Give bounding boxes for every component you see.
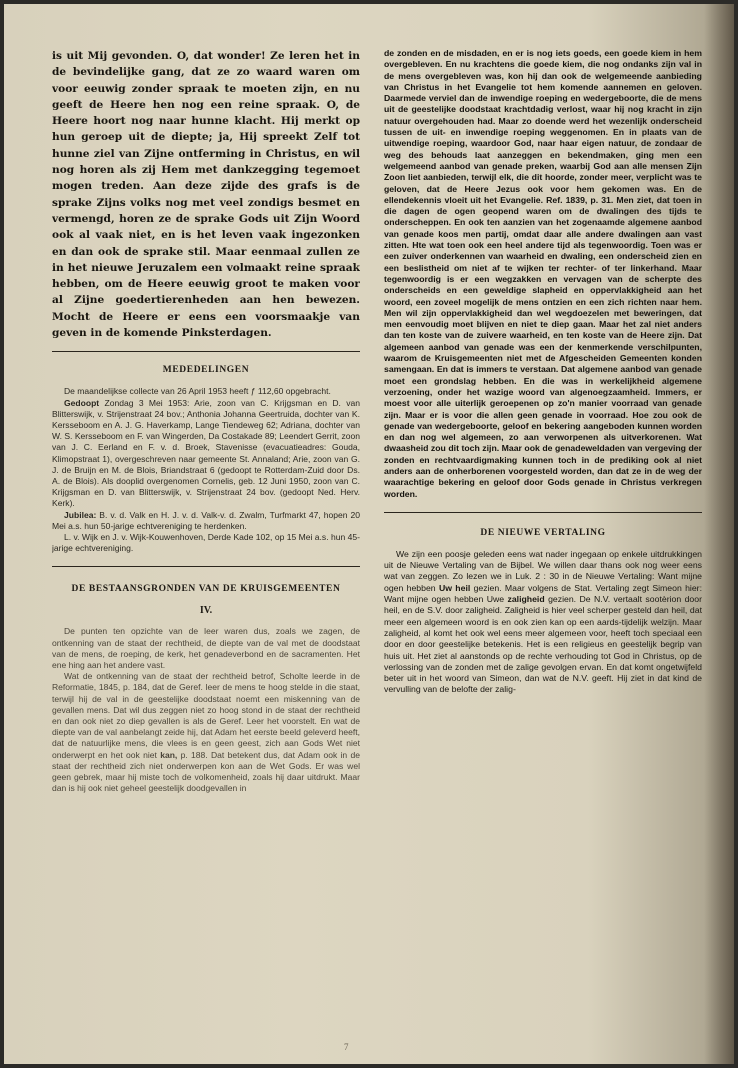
bestaansgronden-text-a: Wat de ontkenning van de staat der rechtheid betrof, Scholte leerde in de Reformatie, 1845, p. 184, dat de Geref. leer de mens te hoog stelde in die staat, terwijl hij de val in de geestelijke doodstaat noemt een miskenning van de gevallen mens. Dat wil dus zeggen niet zo hoog stond in de staat der rechtheid en dan ook niet zo diep gevallen is als de Geref. Leer het voorstelt. En wat de diepte van de val aanbelangt zeide hij, dat Adam het eerste beeld geleverd heeft, dat de natuurlijke mens, die vlees is en geen geest, zich aan Gods Wet niet onderwerpt en het ook niet [52, 671, 360, 760]
gedoopt-paragraph [52, 398, 360, 510]
bestaansgronden-heading: DE BESTAANSGRONDEN VAN DE KRUISGEMEENTEN [71, 584, 341, 595]
gedoopt-text: Zondag 3 Mei 1953: Arie, zoon van C. Krijgsman en D. van Blitterswijk, v. Strijenstraat 24 bov.; Anthonia Johanna Geertruida, dochter van K. Kersseboom en A. J. G. Haverkamp, Lange Tiendeweg 62; Adriana, dochter van W. S. Kersseboom en F. van Wingerden, Da Costakade 89; Leendert Gerrit, zoon van J. C. Eerland en F. v. d. Broek, Stavenisse (evacuatieadres: Gouda, Klimopstraat 1), overgeschreven naar gemeente St. Annaland; Arie, zoon van G. J. de Bruijn en M. de Blois, Briandstraat 6 (gedoopt te Rotterdam-Zuid door Ds. A. de Blois). Als dooplid overgenomen Cornelis, geb. 12 Juni 1950, zoon van C. Krijgsman en D. van Blitterswijk, v. Strijenstraat 24 bov. (gedoopt Ned. Herv. Kerk). [52, 397, 360, 509]
vertaling-section [384, 549, 702, 696]
vertaling-zaligheid: zaligheid [507, 594, 545, 605]
divider [384, 512, 702, 513]
gedoopt-label: Gedoopt [64, 397, 100, 408]
divider [52, 566, 360, 567]
collecte-text: De maandelijkse collecte van 26 April 1953 heeft ƒ 112,60 opgebracht. [64, 386, 331, 397]
bestaansgronden-paragraph-1: De punten ten opzichte van de leer waren dus, zoals we zagen, de ontkenning van de staat der rechtheid, de diepte van de val met de doodstaat van de mens, de roeping, de kerk, het genadeverbond en de sacramenten. Het ene hing aan het andere vast. [52, 626, 360, 670]
wijk-text: L. v. Wijk en J. v. Wijk-Kouwenhoven, Derde Kade 102, op 15 Mei a.s. hun 45-jarige echtvereniging. [52, 531, 360, 554]
bestaansgronden-paragraph-2 [52, 671, 360, 794]
page-number: 7 [344, 1042, 349, 1052]
mededelingen-heading: MEDEDELINGEN [162, 365, 250, 376]
newspaper-page [4, 4, 734, 1064]
left-column [52, 48, 360, 794]
jubilea-paragraph [52, 510, 360, 532]
bestaansgronden-number: IV. [199, 605, 213, 617]
vertaling-text-d: gezien. De N.V. vertaalt sootèrion door heil, en de S.V. door zaligheid. Zaligheid is hier veel scherper gesteld dan heil, dat meer een algemeen woord is en ook zien kan op een aards-tijdelijk welzijn. Maar zaligheid, al komt het ook wel eens meer algemeen voor, heeft toch speciaal een door en door geestelijke betekenis. Het is een religieus en geestelijk begrip van huis uit. Het ziet al aanstonds op de rechte verhouding tot God in Christus, op de verlossing van de zonden met de zalige gevolgen ervan. En dat komt ongetwijfeld beter uit in het woord van Simeon, dan wat de N.V. geeft. Hij ziet in dat kind de vervulling van de belofte der zalig- [384, 594, 702, 695]
vertaling-heading: DE NIEUWE VERTALING [480, 527, 606, 538]
vertaling-paragraph [384, 549, 702, 696]
jubilea-label: Jubilea: [64, 509, 97, 520]
bestaansgronden-kan: kan, [160, 749, 178, 760]
bestaansgronden-text-b: p. 188. Dat betekent dus, dat Adam ook in de staat der rechtheid zich niet onderwerpen kon aan de Wet Gods. Er was wel geen gebrek, maar hij miste toch de volkomenheid, zoals hij daar uitdrukt. Maar dan is hij ook niet geheel geestelijk doodgevallen in [52, 749, 360, 794]
intro-paragraph: is uit Mij gevonden. O, dat wonder! Ze leren het in de bevindelijke gang, dat ze zo waard waren om voor eeuwig zonder spraak te moeten zijn, en nu geeft de Heere hen nog een reine spraak. O, de Heere hoort nog naar hunne klacht. Hij merkt op hun geroep uit de diepte; ja, Hij spreekt Zelf tot hunne ziel van Zijne ontferming in Christus, en wil nog horen als zij Hem met dankzegging tegemoet mogen treden. Aan deze zijde des grafs is de sprake Zijns volks nog met veel zondigs besmet en vermengd, horen ze de sprake Gods uit Zijn Woord ook al vaak niet, en is het leven vaak ingezonken en dan ook de sprake stil. Maar eenmaal zullen ze in het nieuwe Jeruzalem een volmaakt reine spraak hebben, om de Heere eeuwig groot te maken voor al Zijne goedertierenheden aan hen bewezen. Mocht de Heere er eens een voorsmaakje van geven in de komende Pinksterdagen. [52, 50, 360, 340]
bestaansgronden-section [52, 626, 360, 794]
right-column [384, 48, 702, 696]
vertaling-text-a: We zijn een poosje geleden eens wat nader ingegaan op enkele uitdrukkingen uit de Nieuwe Vertaling van de Bijbel. We willen daar thans ook nog weer eens wat van zeggen. Zo lezen we in Luk. 2 : 30 in de Nieuwe Vertaling: Want mijne ogen hebben [384, 548, 702, 593]
vertaling-text-c: gezien. Maar volgens de Stat. Vertaling zegt Simeon hier: Want mijne ogen hebben Uwe [384, 582, 702, 605]
vertaling-uw-heil: Uw heil [438, 582, 471, 593]
jubilea-text: B. v. d. Valk en H. J. v. d. Valk-v. d. Zwalm, Turfmarkt 47, hopen 20 Mei a.s. hun 50-jarige echtvereniging te herdenken. [52, 509, 360, 531]
binding-shadow [704, 4, 734, 1064]
right-body-text: de zonden en de misdaden, en er is nog iets goeds, een goede kiem in hem overgebleven. En nu krachtens die goede kiem, die nog ondanks zijn val in de mens overgebleven was, kon hij dan ook de welgemeende aanbieding van Christus in het Evangelie tot hem komende aannemen en geloven. Daarmede verviel dan de inwendige roeping en wedergeboorte, die de mens uit de geestelijke doodstaat krachtdadig verlost, waar hij nog kracht in zijn natuur overgehouden had. Maar zo doende werd het wezenlijk onderscheid tussen de uit- en inwendige roeping weggenomen. En in plaats van de uitwendige roeping, waardoor God, naar haar eigen natuur, de zondaar de weg des behouds laat aanzeggen en bekendmaken, ging men een welgemeend aanbod van genade preken, waarbij God aan alle mensen Zijn Zoon liet aanbieden, terwijl elk, die dit hoorde, zonder meer, verplicht was te geloven, dat de Heere Jezus ook voor hem gekomen was. En de ellendekennis vloeit uit het Evangelie. Ref. 1839, p. 31. Men ziet, dat toen in die dagen de ogen geopend waren om de dwalingen des tijds te onderscheppen. En ook ten aanzien van het zogenaamde algemene aanbod van genade koos men partij, omdat daar alle andere dwalingen aan vast zitten. Hte wat toen ook een heel andere tijd als tegenwoordig. Toen was er een zuiver onderkennen van waarheid en dwaling, een onderscheid zien en een beslistheid om niet af te wijken ter rechter- of ter linkerhand. Maar tegenwoordig is er een wegzakken en vervagen van de scherpte des onderscheids en een geweldige slapheid en oppervlakkigheid aan het woord, een zoveel mogelijk de mens ontzien en een zich richten naar hem. Men wil zijn oppervlakkigheid dan wel wegdoezelen met beweringen, dat men eenvoudig moet blijven en niet te diep gaan. Maar het zal niet anders dan ten koste van de zuivere waarheid, en ten koste van de Heere zijn. Dat algemeen aanbod van genade was een der kenmerkende verschilpunten, waarom de Kruisgemeenten niet met de Afgescheiden Gemeenten konden samengaan. En dat is immers te verstaan. Dat algemene aanbod van genade moet een grondslag hebben. En die was in werkelijkheid algemene verzoening, onder het wazige woord van algenoegzaamheid. Immers, er moest voor alle uiterlijk geroepenen op zo'n manier voorraad van genade zijn. Maar er is voor die allen geen genade in voorraad. Hoe zou ook de genade van wedergeboorte, geloof en bekering aangeboden kunnen worden en dan nog wel algemeen, zo aan verworpenen als uitverkorenen. Wat dwaasheid zou dit toch zijn. Maar ook de genadeweldaden van vergeving der zonden en rechtvaardigmaking kunnen toch in de prediking ook al niet anders aan de onherborenen voorgesteld worden, dan dat ze in de weg der waarachtige bekering en geloof door Gods genade in Christus verkregen worden. [384, 48, 702, 499]
divider [52, 351, 360, 352]
mededelingen-section [52, 386, 360, 554]
